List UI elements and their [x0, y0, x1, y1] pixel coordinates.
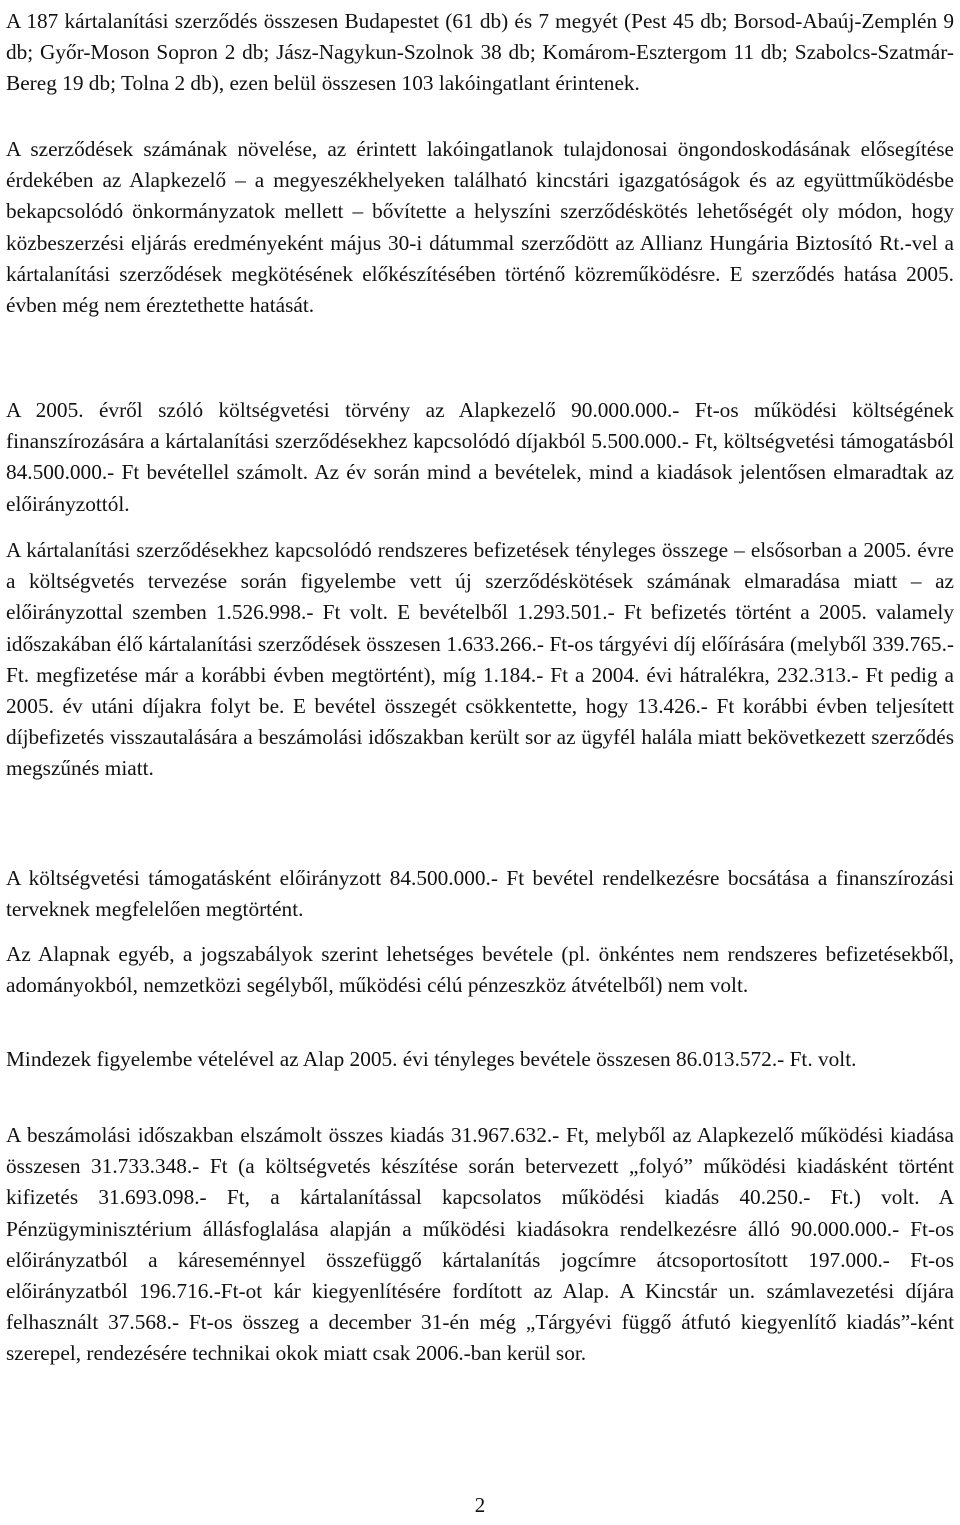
paragraph-total-revenue: Mindezek figyelembe vételével az Alap 2005. évi tényleges bevétele összesen 86.013.572.- Ft. volt.	[6, 1047, 857, 1071]
paragraph-contracts-summary: A 187 kártalanítási szerződés összesen Budapestet (61 db) és 7 megyét (Pest 45 db; Borsod-Abaúj-Zemplén 9 db; Győr-Moson Sopron 2 db; Jász-Nagykun-Szolnok 38 db; Komárom-Esztergom 11 db; Szabolcs-Szatmár-Bereg 19 db; Tolna 2 db), ezen belül összesen 103 lakóingatlant érintenek.	[6, 9, 954, 96]
paragraph-contract-expansion: A szerződések számának növelése, az érintett lakóingatlanok tulajdonosai öngondoskodásának elősegítése érdekében az Alapkezelő – a megyeszékhelyeken található kincstári igazgatóságok és az együttműködésbe bekapcsolódó önkormányzatok mellett – bővítette a helyszíni szerződéskötés lehetőségét oly módon, hogy közbeszerzési eljárás eredményeként május 30-i dátummal szerződött az Allianz Hungária Biztosító Rt.-vel a kártalanítási szerződések megkötésének előkészítésében történő közreműködésre. E szerződés hatása 2005. évben még nem éreztethette hatását.	[6, 137, 954, 318]
page-number: 2	[474, 1493, 486, 1517]
paragraph-budget-law: A 2005. évről szóló költségvetési törvény az Alapkezelő 90.000.000.- Ft-os működési költségének finanszírozására a kártalanítási szerződésekhez kapcsolódó díjakból 5.500.000.- Ft, költségvetési támogatásból 84.500.000.- Ft bevétellel számolt. Az év során mind a bevételek, mind a kiadások jelentősen elmaradtak az előirányzottól.	[6, 398, 954, 516]
paragraph-expenditures: A beszámolási időszakban elszámolt összes kiadás 31.967.632.- Ft, melyből az Alapkezelő működési kiadása összesen 31.733.348.- Ft (a költségvetés készítése során betervezett „folyó” működési kiadásként történt kifizetés 31.693.098.- Ft, a kártalanítással kapcsolatos működési kiadás 40.250.- Ft.) volt. A Pénzügyminisztérium állásfoglalása alapján a működési kiadásokra rendelkezésre álló 90.000.000.- Ft-os előirányzatból a káreseménnyel összefüggő kártalanítás jogcímre átcsoportosított 197.000.- Ft-os előirányzatból 196.716.-Ft-ot kár kiegyenlítésére fordított az Alap. A Kincstár un. számlavezetési díjára felhasznált 37.568.- Ft-os összeg a december 31-én még „Tárgyévi függő átfutó kiegyenlítő kiadás”-ként szerepel, rendezésére technikai okok miatt csak 2006.-ban kerül sor.	[6, 1123, 954, 1366]
paragraph-budget-support: A költségvetési támogatásként előirányzott 84.500.000.- Ft bevétel rendelkezésre bocsátása a finanszírozási terveknek megfelelően megtörtént.	[6, 866, 954, 922]
paragraph-regular-payments: A kártalanítási szerződésekhez kapcsolódó rendszeres befizetések tényleges összege – elsősorban a 2005. évre a költségvetés tervezése során figyelembe vett új szerződéskötések számának elmaradása miatt – az előirányzottal szemben 1.526.998.- Ft volt. E bevételből 1.293.501.- Ft befizetés történt a 2005. valamely időszakában élő kártalanítási szerződések összesen 1.633.266.- Ft-os tárgyévi díj előírására (melyből 339.765.- Ft. megfizetése már a korábbi évben megtörtént), míg 1.184.- Ft a 2004. évi hátralékra, 232.313.- Ft pedig a 2005. év utáni díjakra folyt be. E bevétel összegét csökkentette, hogy 13.426.- Ft korábbi évben teljesített díjbefizetés visszautalására a beszámolási időszakban került sor az ügyfél halála miatt bekövetkezett szerződés megszűnés miatt.	[6, 538, 954, 781]
paragraph-other-revenue: Az Alapnak egyéb, a jogszabályok szerint lehetséges bevétele (pl. önkéntes nem rendszeres befizetésekből, adományokból, nemzetközi segélyből, működési célú pénzeszköz átvételből) nem volt.	[6, 942, 954, 998]
